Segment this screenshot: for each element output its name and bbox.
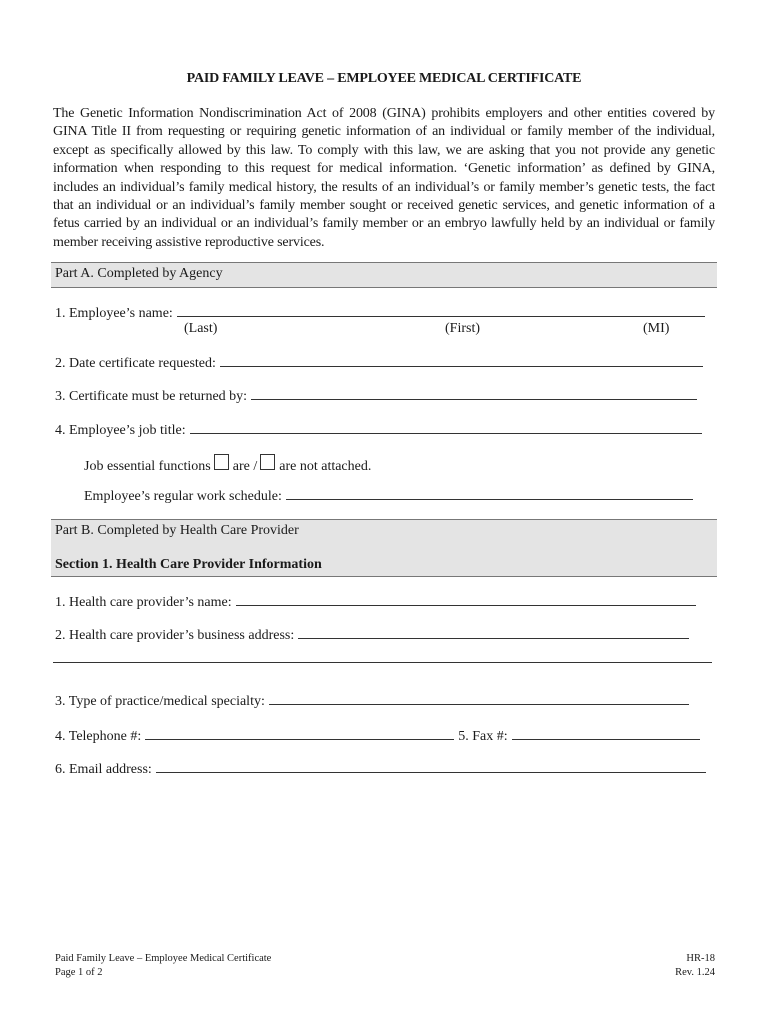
- work-schedule-row: [84, 487, 693, 505]
- email-row: [55, 760, 706, 778]
- name-first-caption: (First): [445, 321, 480, 336]
- name-mi-caption: (MI): [643, 321, 670, 336]
- form-title: PAID FAMILY LEAVE – EMPLOYEE MEDICAL CERTIFICATE: [186, 71, 582, 86]
- footer-page-number: Page 1 of 2: [55, 967, 103, 978]
- job-functions-row: [84, 454, 371, 475]
- functions-attached-checkbox[interactable]: [214, 454, 229, 470]
- part-a-header: Part A. Completed by Agency: [55, 266, 223, 281]
- email-label: 6. Email address:: [55, 762, 152, 777]
- name-last-caption: (Last): [184, 321, 218, 336]
- practice-field[interactable]: [269, 692, 689, 705]
- provider-name-label: 1. Health care provider’s name:: [55, 595, 232, 610]
- employee-name-row: [55, 304, 705, 322]
- business-address-field-line-2[interactable]: [53, 662, 712, 663]
- footer-revision: Rev. 1.24: [675, 967, 715, 978]
- return-by-label: 3. Certificate must be returned by:: [55, 389, 248, 404]
- phone-fax-row: [55, 727, 700, 745]
- footer-left: [55, 952, 271, 980]
- telephone-label: 4. Telephone #:: [55, 729, 142, 744]
- work-schedule-field[interactable]: [286, 487, 693, 500]
- provider-name-row: [55, 593, 696, 611]
- date-requested-field[interactable]: [220, 354, 703, 367]
- functions-not-attached-checkbox[interactable]: [260, 454, 275, 470]
- employee-name-label: 1. Employee’s name:: [55, 306, 173, 321]
- footer-right: [675, 952, 715, 980]
- functions-are-label: are /: [232, 459, 258, 474]
- date-requested-row: [55, 354, 703, 372]
- job-functions-label: Job essential functions: [84, 459, 211, 474]
- job-title-field[interactable]: [190, 421, 702, 434]
- job-title-row: [55, 421, 702, 439]
- business-address-field[interactable]: [298, 626, 689, 639]
- footer-form-number: HR-18: [686, 953, 715, 964]
- practice-row: [55, 692, 689, 710]
- business-address-label: 2. Health care provider’s business address:: [55, 628, 295, 643]
- fax-field[interactable]: [512, 727, 700, 740]
- email-field[interactable]: [156, 760, 706, 773]
- functions-not-label: are not attached.: [279, 459, 372, 474]
- footer-doc-name: Paid Family Leave – Employee Medical Certificate: [55, 953, 272, 964]
- part-b-header: Part B. Completed by Health Care Provider: [55, 523, 299, 538]
- fax-label: 5. Fax #:: [458, 729, 508, 744]
- return-by-row: [55, 387, 697, 405]
- job-title-label: 4. Employee’s job title:: [55, 423, 186, 438]
- provider-name-field[interactable]: [236, 593, 696, 606]
- work-schedule-label: Employee’s regular work schedule:: [84, 489, 282, 504]
- date-requested-label: 2. Date certificate requested:: [55, 356, 216, 371]
- business-address-row: [55, 626, 689, 644]
- practice-label: 3. Type of practice/medical specialty:: [55, 694, 265, 709]
- section-1-heading: Section 1. Health Care Provider Information: [55, 557, 322, 572]
- employee-name-field[interactable]: [177, 304, 705, 317]
- gina-notice: The Genetic Information Nondiscrimination Act of 2008 (GINA) prohibits employers and other entities covered by GINA Title II from requesting or requiring genetic information of an individual or family member of the individual, except as specifically allowed by this law. To comply with this law, we are asking that you not provide any genetic information when responding to this request for medical information. ‘Genetic information’ as defined by GINA, includes an individual’s family medical history, the results of an individual’s or family member’s genetic tests, the fact that an individual or an individual’s family member sought or received genetic services, and genetic information of a fetus carried by an individual or an individual’s family member or an embryo lawfully held by an individual or family member receiving assistive reproductive services.: [53, 106, 715, 250]
- telephone-field[interactable]: [145, 727, 454, 740]
- return-by-field[interactable]: [251, 387, 697, 400]
